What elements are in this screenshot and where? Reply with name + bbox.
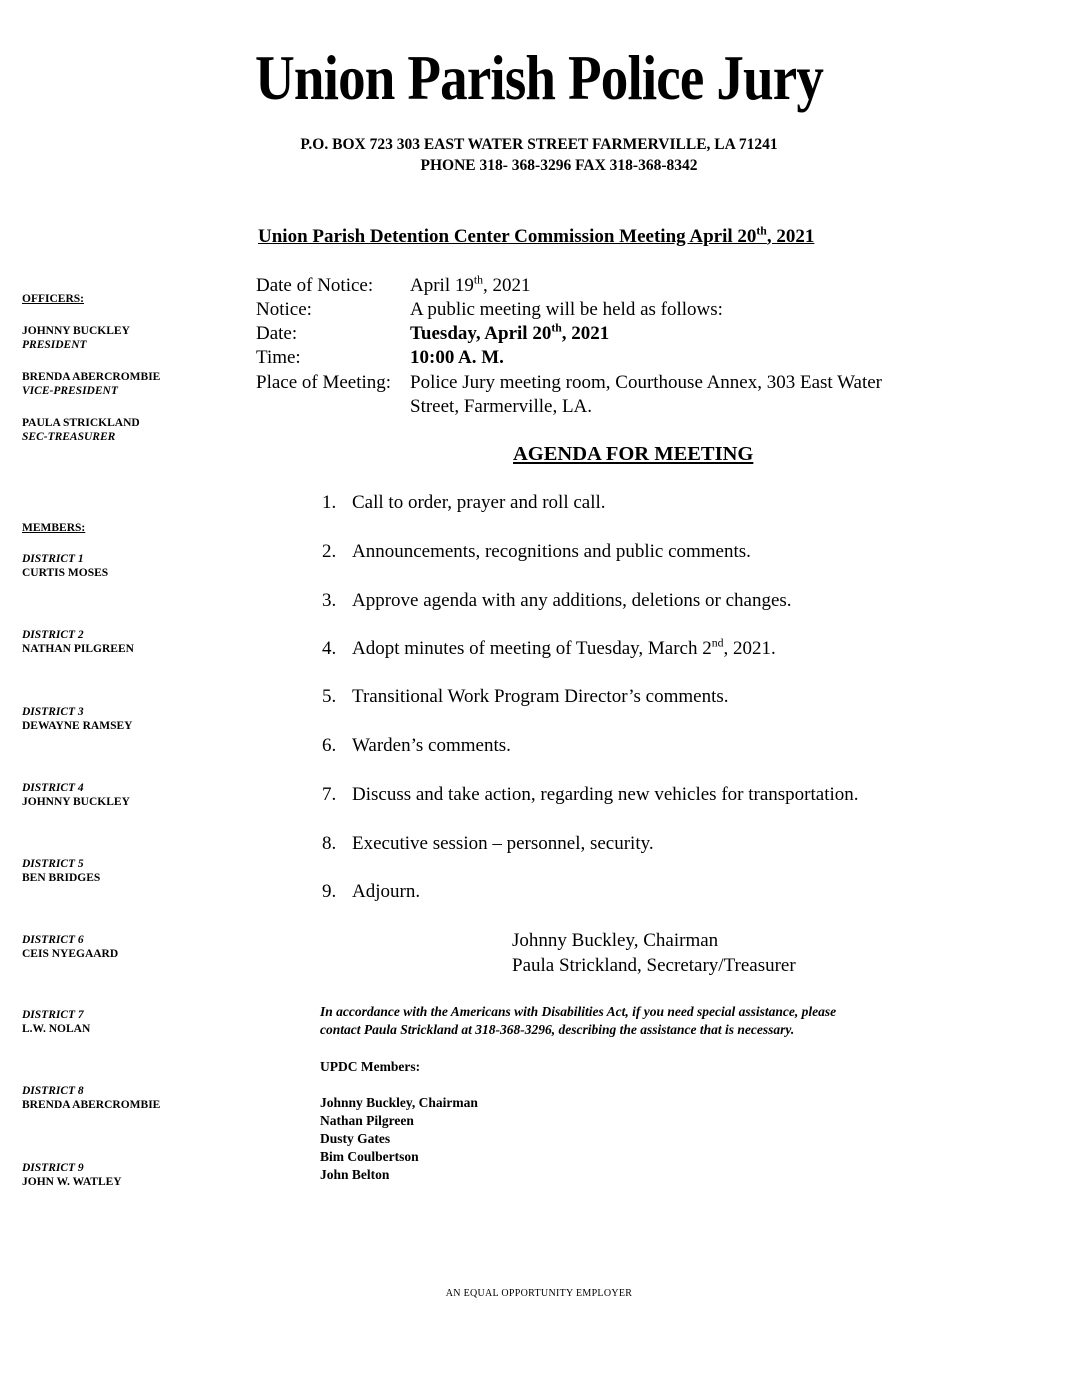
letterhead-title: Union Parish Police Jury bbox=[255, 42, 823, 113]
officer-entry: BRENDA ABERCROMBIE VICE-PRESIDENT bbox=[22, 371, 161, 397]
date-label: Date: bbox=[256, 323, 298, 344]
agenda-item: 9. Adjourn. bbox=[322, 881, 421, 902]
agenda-item: 6. Warden’s comments. bbox=[322, 735, 511, 756]
updc-member: John Belton bbox=[320, 1167, 390, 1182]
updc-members-list bbox=[320, 1094, 478, 1184]
time-label: Time: bbox=[256, 347, 301, 368]
updc-member: Bim Coulbertson bbox=[320, 1149, 419, 1164]
date-of-notice-label: Date of Notice: bbox=[256, 275, 374, 296]
agenda-item: 7. Discuss and take action, regarding new vehicles for transportation. bbox=[322, 784, 859, 805]
district-member: DISTRICT 7 L.W. NOLAN bbox=[22, 1009, 91, 1035]
agenda-item: 5. Transitional Work Program Director’s comments. bbox=[322, 686, 729, 707]
district-member: DISTRICT 5 BEN BRIDGES bbox=[22, 858, 101, 884]
agenda-heading: AGENDA FOR MEETING bbox=[513, 443, 754, 465]
officers-heading: OFFICERS: bbox=[22, 293, 84, 305]
members-heading: MEMBERS: bbox=[22, 522, 86, 534]
address-line: P.O. BOX 723 303 EAST WATER STREET FARMERVILLE, LA 71241 bbox=[300, 136, 778, 153]
time-value: 10:00 A. M. bbox=[410, 347, 504, 368]
date-of-notice-value: April 19th, 2021 bbox=[410, 273, 531, 296]
date-value: Tuesday, April 20th, 2021 bbox=[410, 321, 610, 344]
place-value-line2: Street, Farmerville, LA. bbox=[410, 396, 593, 417]
meeting-title: Union Parish Detention Center Commission Meeting April 20th, 2021 bbox=[258, 224, 815, 247]
phone-fax-line: PHONE 318- 368-3296 FAX 318-368-8342 bbox=[420, 157, 698, 174]
updc-heading: UPDC Members: bbox=[320, 1059, 421, 1074]
agenda-item: 1. Call to order, prayer and roll call. bbox=[322, 492, 606, 513]
notice-value: A public meeting will be held as follows: bbox=[410, 299, 723, 320]
signature-chairman: Johnny Buckley, Chairman bbox=[512, 930, 719, 951]
district-member: DISTRICT 6 CEIS NYEGAARD bbox=[22, 934, 119, 960]
footer-equal-opportunity: AN EQUAL OPPORTUNITY EMPLOYER bbox=[445, 1288, 633, 1299]
updc-member: Johnny Buckley, Chairman bbox=[320, 1095, 478, 1110]
agenda-item: 3. Approve agenda with any additions, deletions or changes. bbox=[322, 590, 792, 611]
officer-entry: JOHNNY BUCKLEY PRESIDENT bbox=[22, 325, 130, 351]
agenda-item: 4. Adopt minutes of meeting of Tuesday, March 2nd, 2021. bbox=[322, 636, 776, 659]
officer-entry: PAULA STRICKLAND SEC-TREASURER bbox=[22, 417, 140, 443]
district-member: DISTRICT 4 JOHNNY BUCKLEY bbox=[22, 782, 130, 808]
updc-member: Dusty Gates bbox=[320, 1131, 391, 1146]
place-value-line1: Police Jury meeting room, Courthouse Annex, 303 East Water bbox=[410, 372, 882, 393]
district-member: DISTRICT 1 CURTIS MOSES bbox=[22, 553, 109, 579]
district-member: DISTRICT 9 JOHN W. WATLEY bbox=[22, 1162, 122, 1188]
updc-member: Nathan Pilgreen bbox=[320, 1113, 414, 1128]
agenda-item: 2. Announcements, recognitions and public comments. bbox=[322, 541, 751, 562]
ada-notice-line1: In accordance with the Americans with Disabilities Act, if you need special assistance, please bbox=[320, 1004, 837, 1019]
district-member: DISTRICT 8 BRENDA ABERCROMBIE bbox=[22, 1085, 161, 1111]
district-member: DISTRICT 2 NATHAN PILGREEN bbox=[22, 629, 134, 655]
ada-notice-line2: contact Paula Strickland at 318-368-3296, describing the assistance that is necessary. bbox=[320, 1022, 795, 1037]
notice-label: Notice: bbox=[256, 299, 312, 320]
agenda-item: 8. Executive session – personnel, security. bbox=[322, 833, 654, 854]
district-member: DISTRICT 3 DEWAYNE RAMSEY bbox=[22, 706, 133, 732]
signature-secretary: Paula Strickland, Secretary/Treasurer bbox=[512, 955, 796, 976]
place-label: Place of Meeting: bbox=[256, 372, 392, 393]
